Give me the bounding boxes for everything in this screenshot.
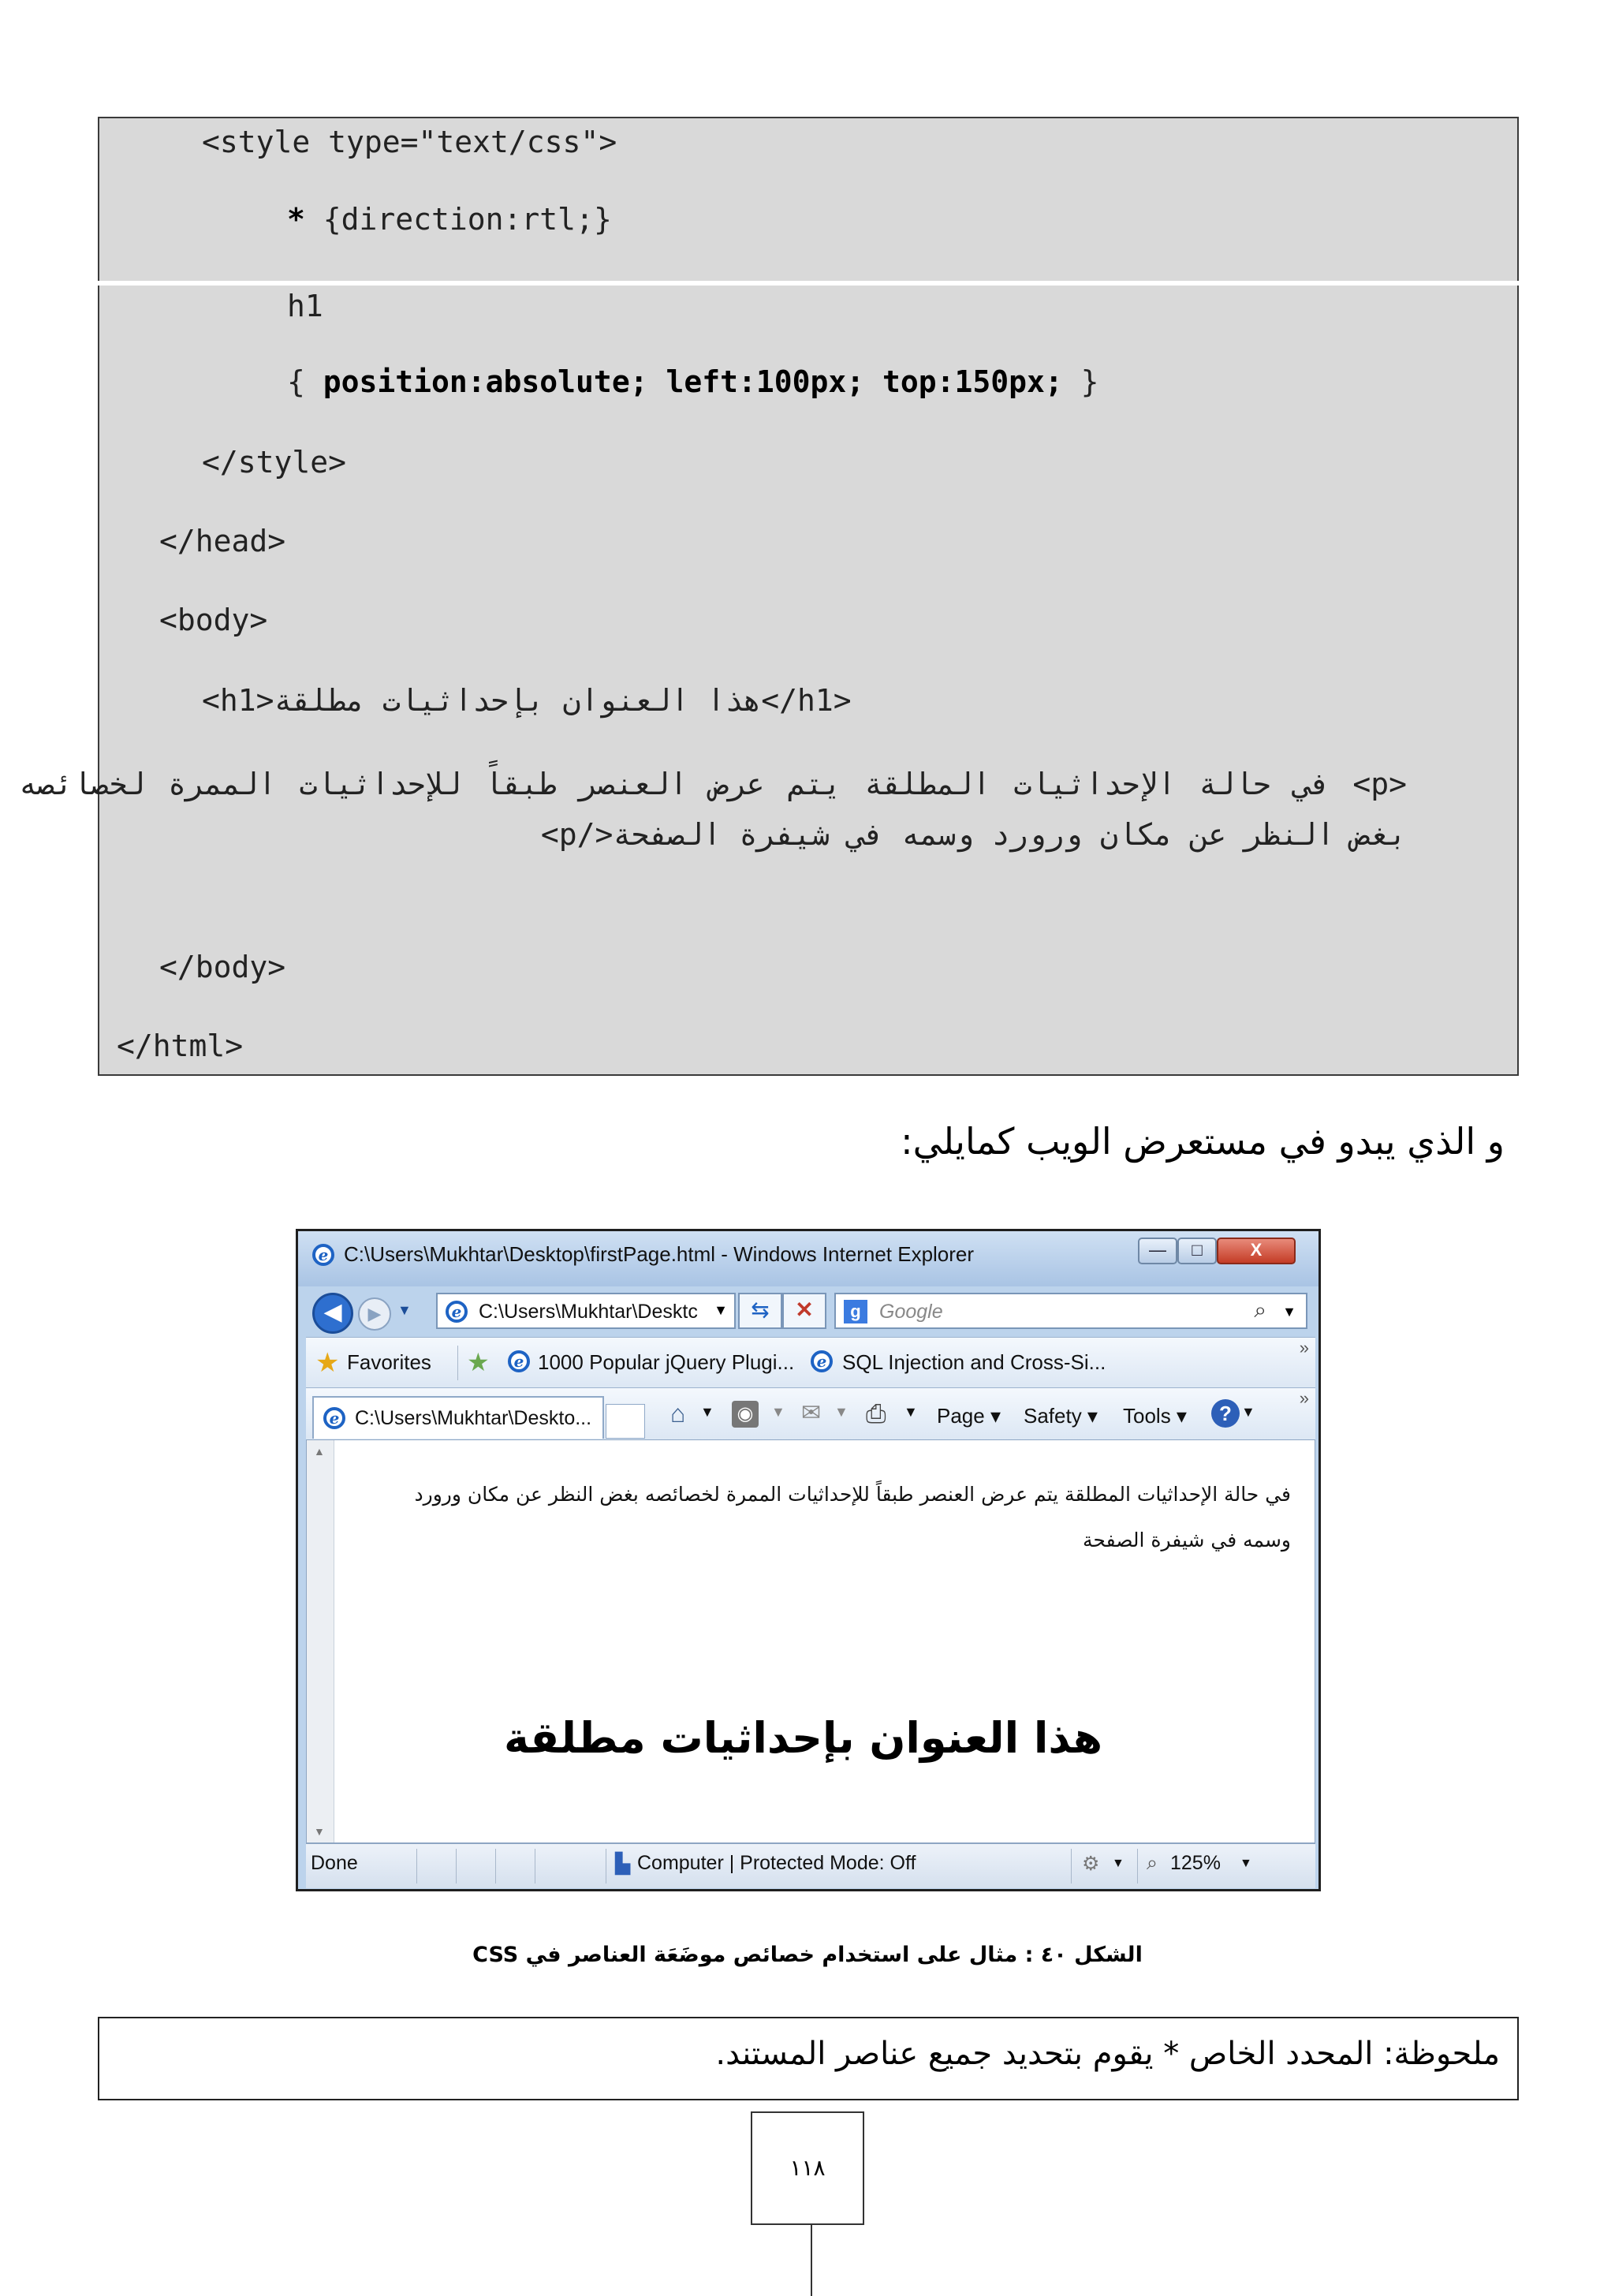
status-zone: Computer | Protected Mode: Off [637, 1852, 916, 1874]
fav-page-icon: e [811, 1350, 833, 1372]
note-box [98, 2017, 1519, 2100]
rendered-heading: هذا العنوان بإحداثيات مطلقة [504, 1713, 1103, 1763]
back-arrow-icon[interactable]: ◀ [312, 1293, 353, 1334]
code-head-close: </head> [159, 524, 286, 558]
maximize-button[interactable]: □ [1177, 1238, 1217, 1264]
page-number-line [811, 2225, 812, 2296]
favorites-bar [306, 1337, 1315, 1388]
code-p-element: <p> في حالة الإحداثيات المطلقة يتم عرض العنصر طبقاً للإحداثيات الممرة لخصائصه بغض النظر عن مكان ورورد وسمه في شيفرة الصفحة</p> [19, 767, 1407, 852]
page-icon: e [446, 1301, 468, 1323]
code-h1-rule [287, 357, 1099, 407]
history-dropdown-icon[interactable]: ▼ [397, 1302, 412, 1318]
zoom-icon[interactable]: ⌕ [1147, 1852, 1158, 1874]
search-dropdown-icon[interactable]: ▼ [1282, 1304, 1296, 1320]
status-bar [306, 1843, 1315, 1888]
stop-icon[interactable]: ✕ [782, 1293, 826, 1329]
navigation-bar [298, 1286, 1318, 1337]
feed-dropdown-icon[interactable]: ▼ [771, 1404, 785, 1420]
code-body-close: </body> [159, 950, 286, 984]
code-rule-close: } [1062, 364, 1099, 399]
scroll-up-icon[interactable]: ▲ [314, 1445, 325, 1458]
status-divider [495, 1849, 496, 1883]
fav-link-jquery[interactable]: 1000 Popular jQuery Plugi... [538, 1350, 795, 1374]
fav-link-sql-injection[interactable]: SQL Injection and Cross-Si... [842, 1350, 1106, 1374]
google-logo-icon: g [844, 1300, 867, 1323]
close-button[interactable]: X [1217, 1238, 1296, 1264]
code-h1-element: <h1>هذا العنوان بإحداثيات مطلقة</h1> [202, 683, 852, 718]
window-title: C:\Users\Mukhtar\Desktop\firstPage.html - Windows Internet Explorer [344, 1242, 975, 1266]
favorites-button[interactable]: Favorites [347, 1350, 431, 1374]
search-icon[interactable]: ⌕ [1254, 1297, 1266, 1322]
favbar-divider [457, 1346, 458, 1380]
print-icon[interactable]: ⎙ [866, 1399, 886, 1428]
help-icon[interactable]: ? [1211, 1399, 1240, 1428]
code-star-declaration: {direction:rtl;} [304, 202, 612, 237]
status-divider [416, 1849, 417, 1883]
chevron-more-icon[interactable]: » [1299, 1388, 1309, 1408]
zoom-level[interactable]: 125% [1170, 1852, 1221, 1874]
page-viewport [306, 1439, 1315, 1843]
fav-page-icon: e [508, 1350, 530, 1372]
status-divider [1071, 1849, 1072, 1883]
computer-zone-icon: ▙ [615, 1853, 631, 1875]
page-menu[interactable]: Page ▾ [937, 1404, 1001, 1428]
scroll-down-icon[interactable]: ▼ [314, 1825, 325, 1838]
intro-text: و الذي يبدو في مستعرض الويب كمايلي: [901, 1120, 1505, 1163]
browser-screenshot [296, 1229, 1321, 1891]
code-rule-open: { [287, 364, 323, 399]
tab-current[interactable] [312, 1396, 604, 1439]
popup-blocker-icon[interactable]: ⚙ [1082, 1853, 1100, 1875]
popup-dropdown-icon[interactable]: ▼ [1112, 1857, 1125, 1870]
address-dropdown-icon[interactable]: ▼ [714, 1302, 728, 1318]
browser-titlebar [298, 1231, 1318, 1286]
home-icon[interactable]: ⌂ [670, 1399, 686, 1428]
status-divider [456, 1849, 457, 1883]
code-rule-declaration: position:absolute; left:100px; top:150px; [323, 364, 1063, 399]
mail-icon[interactable]: ✉ [801, 1400, 822, 1426]
minimize-button[interactable]: — [1138, 1238, 1177, 1264]
rss-feed-icon[interactable]: ◉ [732, 1401, 759, 1428]
code-body-open: <body> [159, 603, 268, 637]
ie-logo-icon: e [312, 1244, 334, 1266]
home-dropdown-icon[interactable]: ▼ [700, 1404, 714, 1420]
command-bar [306, 1387, 1315, 1440]
mail-dropdown-icon[interactable]: ▼ [834, 1404, 849, 1420]
code-html-close: </html> [117, 1029, 244, 1063]
tools-menu[interactable]: Tools ▾ [1123, 1404, 1187, 1428]
code-style-open: <style type="text/css"> [202, 125, 617, 159]
zoom-dropdown-icon[interactable]: ▼ [1240, 1857, 1252, 1870]
note-text: ملحوظة: المحدد الخاص * يقوم بتحديد جميع عناصر المستند. [715, 2036, 1500, 2072]
add-favorite-icon[interactable]: ★ [467, 1348, 490, 1376]
new-tab-button[interactable] [606, 1404, 645, 1439]
chevron-more-icon[interactable]: » [1299, 1338, 1309, 1357]
forward-arrow-icon[interactable]: ▶ [358, 1297, 391, 1331]
safety-menu[interactable]: Safety ▾ [1024, 1404, 1098, 1428]
vertical-scrollbar[interactable] [307, 1440, 334, 1842]
refresh-icon[interactable]: ⇆ [738, 1293, 782, 1329]
rendered-paragraph: في حالة الإحداثيات المطلقة يتم عرض العنصر طبقاً للإحداثيات الممرة لخصائصه بغض النظر عن مكان ورورد وسمه في شيفرة الصفحة [414, 1483, 1291, 1551]
search-placeholder: Google [879, 1301, 943, 1323]
tab-page-icon: e [323, 1407, 345, 1429]
code-style-close: </style> [202, 445, 347, 480]
status-divider [1137, 1849, 1138, 1883]
code-h1-selector: h1 [287, 289, 323, 323]
page-number: ١١٨ [751, 2111, 864, 2225]
help-dropdown-icon[interactable]: ▼ [1241, 1404, 1255, 1420]
figure-caption: الشكل ٤٠ : مثال على استخدام خصائص موضَعَة العناصر في CSS [472, 1943, 1143, 1967]
code-star-rule [287, 194, 612, 245]
search-box[interactable] [834, 1293, 1307, 1329]
address-bar[interactable] [436, 1293, 736, 1329]
code-star-selector: * [287, 202, 305, 237]
address-text: C:\Users\Mukhtar\Desktc [479, 1301, 698, 1323]
print-dropdown-icon[interactable]: ▼ [904, 1404, 918, 1420]
status-done: Done [311, 1852, 358, 1874]
tab-label: C:\Users\Mukhtar\Deskto... [355, 1407, 592, 1429]
star-icon: ★ [315, 1348, 340, 1378]
